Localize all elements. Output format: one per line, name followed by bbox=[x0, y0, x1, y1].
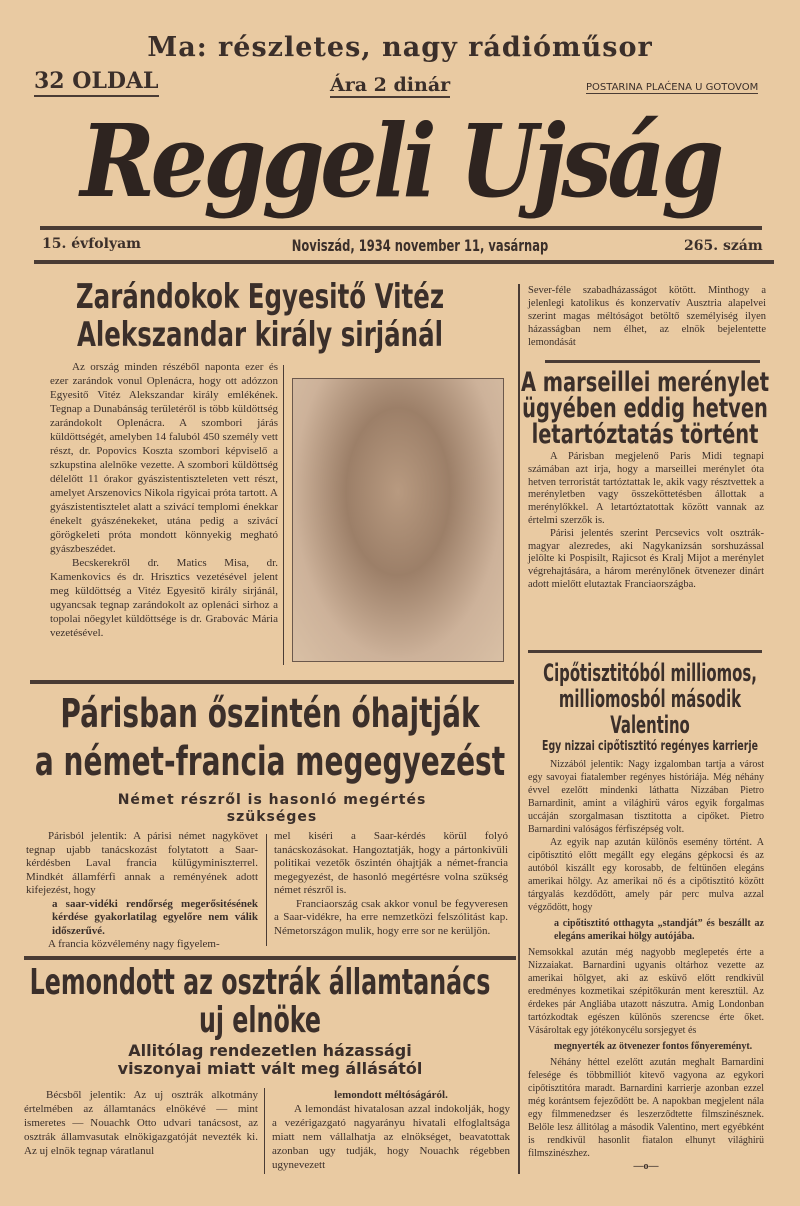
paragraph: Néhány héttel ezelőtt azután meghalt Barnardini felesége és többmilliót kitevő vagyona az egykori cipőtisztitóra maradt. Barnardini karrierje azonban ezzel még korántsem fejeződött be. A napokban megjelent nála egy filmmenedzser és leszerződtette filmszinésznek. Belőle lesz állitólag a második Valentino, mert egyébként is rendkivül hasonlit fiatalon elhunyt világhirü filmszinészhez. bbox=[528, 1057, 764, 1159]
paris-headline bbox=[25, 690, 515, 786]
valentino-headline bbox=[532, 660, 768, 738]
subhead-line: viszonyai miatt vált meg állásától bbox=[117, 1059, 423, 1078]
paragraph: mel kiséri a Saar-kérdés körül folyó tanácskozásokat. Hangoztatják, hogy a pártonkivüli politikai vezetők őszintén óhajtják a német-francia megegyezést, de hasonló megértésre volna szükség német részről is. bbox=[274, 830, 508, 896]
pilgrims-body bbox=[50, 360, 278, 640]
headline-line: milliomosból második bbox=[558, 685, 742, 713]
austria-continued bbox=[528, 284, 766, 349]
paragraph: A francia közvélemény nagy figyelem- bbox=[48, 938, 220, 950]
paragraph: Az ország minden részéből naponta ezer és ezer zarándok vonul Oplenácra, hogy ott adózzon Egyesitő Vitéz Alekszandar király emlékének. Tegnap a Dunabánság területéről is több küldöttség zarándokolt Oplenácra. A szombori járás küldöttségét, amelyben 14 faluból 450 személy vett részt, dr. Popovics Koszta szombori képviselő a szkupstina alelnöke vezette. A szombori küldöttség délelőtt 11 órakor gyászistentiszteleten vett részt, amelyet Arszenovics Nikola rigyicai próta tartott. A gyászistentisztelet alatt a szivácí templomi énekkar énekelt gyászénekeket, utána pedig a szivácí görögkeleti próta mondott könnyekig megható gyászbeszédet. bbox=[50, 361, 278, 555]
dateline: Noviszád, 1934 november 11, vasárnap bbox=[291, 236, 549, 255]
emphasis-paragraph: megnyerték az ötvenezer fontos főnyereményt. bbox=[554, 1041, 753, 1052]
page-count: 32 OLDAL bbox=[34, 68, 159, 97]
volume: 15. évfolyam bbox=[42, 236, 141, 252]
paragraph: Párisi jelentés szerint Percsevics volt osztrák-magyar alezredes, aki Nagykanizsán sorshuzással jelölte ki Pospisilt, Rajicsot és Kralj Mijot a merénylet végrehajtására, a három merénylőnek ötvenezer dinárt adott mielőtt elutaztak Franciaországba. bbox=[528, 527, 764, 590]
paragraph: Nizzából jelentik: Nagy izgalomban tartja a várost egy savoyai fiatalember regényes históriája. Még néhány évvel ezelőtt mindenki láthatta Nizzában Pietro Barnardinit, amint a világhirü város egyik forgalmas uccáján szorgalmasan tisztitotta a cipőket. Pietro Barnardini valóságos férfiszépség volt. bbox=[528, 759, 764, 835]
marseille-headline bbox=[497, 367, 792, 450]
austria-headline bbox=[22, 964, 497, 1040]
paris-subhead bbox=[30, 792, 514, 826]
emphasis-paragraph: a cipőtisztitó otthagyta „standját” és beszállt az elegáns amerikai hölgy autójába. bbox=[554, 918, 764, 942]
headline-line: A marseillei merénylet bbox=[520, 367, 769, 398]
paris-col1 bbox=[26, 830, 258, 952]
paragraph: A lemondást hivatalosan azzal indokolják, hogy a vezérigazgató nagyarányu hivatali elfoglaltsága miatt nem vállalhatja az elnökséget, beavatottak azonban ugy tudják, hogy Nouachk régebben ugynevezett bbox=[272, 1103, 510, 1171]
headline-line: Zarándokok Egyesitő Vitéz bbox=[75, 277, 445, 317]
emphasis-paragraph: lemondott méltóságáról. bbox=[334, 1089, 448, 1101]
headline-line: letartóztatás történt bbox=[531, 419, 759, 450]
paragraph: Az egyik nap azután különös esemény történt. A cipőtisztitó előtt megállt egy elegáns gépkocsi és az autóból kiszállt egy korosabb, de feltünően elegáns amerikai hölgy. Az amerikai nő és a cipőtisztitó között tárgyalás kezdődött, amely pár perc mulva azzal végződött, hogy bbox=[528, 837, 764, 913]
subhead-line: szükséges bbox=[226, 809, 318, 825]
price: Ára 2 dinár bbox=[330, 74, 451, 96]
paragraph: Nemsokkal azután még nagyobb meglepetés érte a Nizzaiakat. Barnardini ugyanis oltárhoz vezette az amerikai hölgyet, aki az esküvő előtt rendkivül eredményes kozmetikai szépitőkurán ment keresztül. Az érdekes pár Angliába utazott nászutra. Amig Londonban tartózkodtak egészen különös szerencse érte őket. Vásároltak egy jótékonycélu sorsjegyet és bbox=[528, 947, 764, 1036]
king-alexander-photo bbox=[292, 378, 504, 662]
valentino-body bbox=[528, 758, 764, 1173]
paris-col2 bbox=[274, 830, 508, 938]
austria-col1 bbox=[24, 1088, 258, 1158]
paragraph: Franciaország csak akkor vonul be fegyveresen a Saar-vidékre, ha erre nemzetközi felszólitást kap. Németországon mulik, hogy erre sor ne kerüljön. bbox=[274, 897, 508, 937]
paragraph: A Párisban megjelenő Paris Midi tegnapi számában azt irja, hogy a marseillei merénylet óta hetven terroristát tartóztattak le, akik vagy résztvettek a merényletben vagy összeköttetésben állottak a merénylőkkel. A letartóztatottak között vannak az értelmi szerzők is. bbox=[528, 451, 764, 526]
paragraph: Becskerekről dr. Matics Misa, dr. Kamenkovics és dr. Hrisztics vezetésével jelent meg küldöttség a Vitéz Egyesitő király sirjánál, ugyancsak tegnap zarándokolt az oplenáci sirhoz a topolai nőegylet küldöttsége is dr. Grabovác Mária vezetésével. bbox=[50, 557, 278, 639]
headline-line: Párisban őszintén óhajtják bbox=[60, 691, 480, 737]
newspaper-title: Reggeli Ujság bbox=[80, 102, 720, 220]
marseille-body bbox=[528, 451, 764, 592]
headline-line: Lemondott az osztrák államtanács bbox=[29, 962, 491, 1003]
paragraph: Bécsből jelentik: Az uj osztrák alkotmány értelmében az államtanács elnökévé — mint ismeretes — Nouachk Otto udvari tanácsost, az osztrák államvasutak elnökigazgatóját nevezték ki. Az uj elnök tegnap váratlanul bbox=[24, 1089, 258, 1157]
headline-line: Alekszandar király sirjánál bbox=[76, 315, 444, 355]
headline-line: ügyében eddig hetven bbox=[522, 393, 768, 424]
radio-program-banner: Ma: részletes, nagy rádióműsor bbox=[147, 32, 653, 63]
headline-line: uj elnöke bbox=[198, 1000, 322, 1041]
headline-line: Valentino bbox=[610, 711, 690, 739]
headline-line: a német-francia megegyezést bbox=[34, 739, 506, 785]
end-mark: —o— bbox=[633, 1161, 659, 1172]
subhead-line: Allitólag rendezetlen házassági bbox=[128, 1041, 412, 1060]
austria-col2 bbox=[272, 1088, 510, 1172]
subhead-line: Német részről is hasonló megértés bbox=[117, 792, 427, 808]
postage-note: POSTARINA PLAĆENA U GOTOVOM bbox=[586, 82, 759, 93]
issue-number: 265. szám bbox=[684, 238, 763, 254]
valentino-subhead: Egy nizzai cipőtisztitó regényes karrierje bbox=[542, 739, 758, 754]
paragraph: Párisból jelentik: A párisi német nagykövet tegnap ujabb tanácskozást folytatott a Saar-kérdésben Laval francia külügyminiszterrel. Mindkét államférfi annak a reményének adott kifejezést, hogy bbox=[26, 830, 258, 896]
headline-line: Cipőtisztitóból milliomos, bbox=[543, 659, 757, 687]
austria-subhead bbox=[24, 1042, 516, 1078]
pilgrims-headline bbox=[44, 278, 476, 354]
emphasis-paragraph: a saar-vidéki rendőrség megerősitésének kérdése gyakorlatilag egyelőre nem válik időszerűvé. bbox=[52, 897, 258, 937]
paragraph: Sever-féle szabadházasságot kötött. Minthogy a jelenlegi katolikus és konzervatív Ausztria alapelvei szerint magas méltóságot betöltő személyiség ilyen házasságban nem élhet, az elnök bejelentette lemondását bbox=[528, 285, 766, 348]
